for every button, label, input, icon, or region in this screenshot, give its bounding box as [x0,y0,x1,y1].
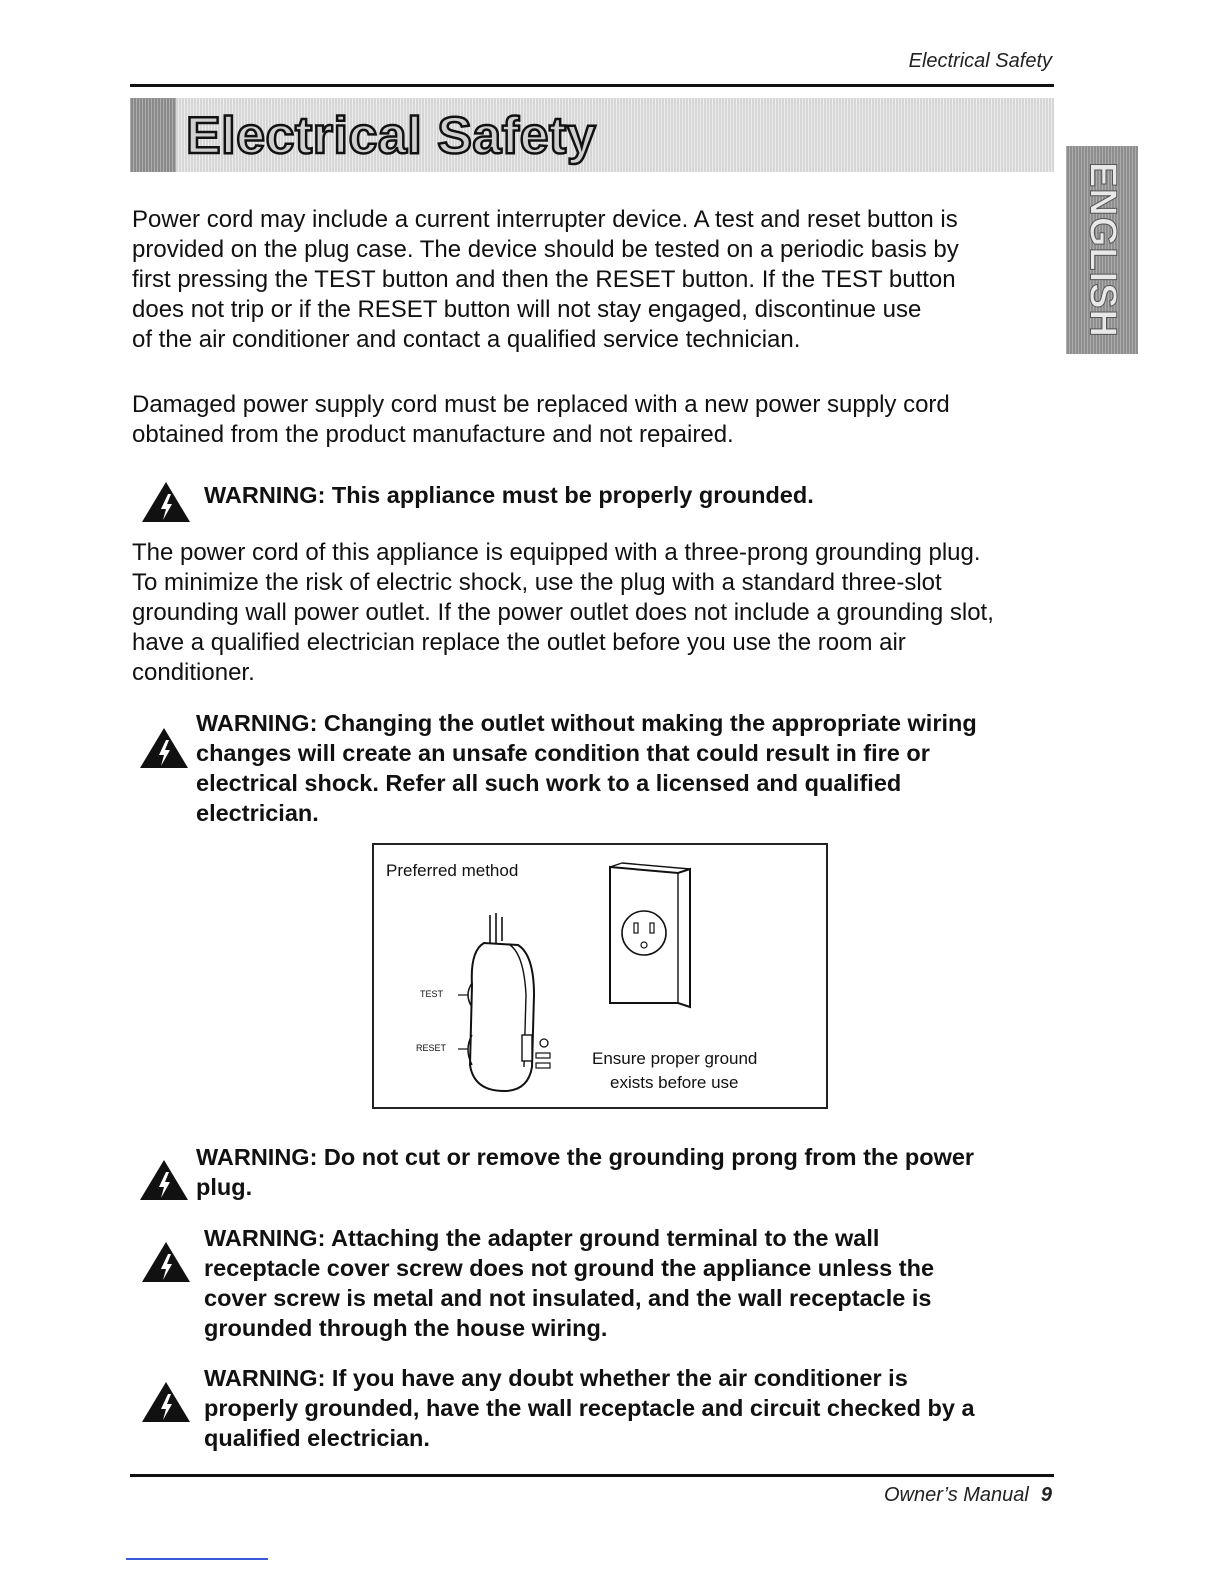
warning-line: WARNING: Changing the outlet without making the appropriate wiring [196,710,977,736]
footer-rule [130,1474,1054,1477]
warning-shock-icon [140,1240,192,1284]
warning-grounded [204,480,1064,510]
text-line: The power cord of this appliance is equipped with a three-prong grounding plug. [132,539,981,566]
figure-caption-bottom-1: Ensure proper ground [592,1049,758,1068]
figure-caption-bottom-2: exists before use [610,1073,739,1092]
warning-line: cover screw is metal and not insulated, and the wall receptacle is [204,1285,932,1311]
text-line: obtained from the product manufacture and not repaired. [132,421,734,448]
warning-line: electrical shock. Refer all such work to a licensed and qualified [196,770,902,796]
footer-link-underline [126,1558,268,1560]
text-line: first pressing the TEST button and then the RESET button. If the TEST button [132,266,956,293]
test-button-label: TEST [420,989,444,999]
text-line: conditioner. [132,659,255,686]
language-tab [1066,146,1138,354]
text-line: does not trip or if the RESET button will not stay engaged, discontinue use [132,296,922,323]
warning-line: WARNING: Attaching the adapter ground terminal to the wall [204,1225,880,1251]
paragraph-damaged-cord [132,390,1040,450]
warning-line: changes will create an unsafe condition that could result in fire or [196,740,930,766]
warning-outlet-change [196,708,1056,828]
text-line: provided on the plug case. The device should be tested on a periodic basis by [132,236,959,263]
text-line: To minimize the risk of electric shock, use the plug with a standard three-slot [132,569,942,596]
page-number: 9 [1040,1484,1052,1506]
paragraph-three-prong [132,538,1040,688]
language-tab-label: ENGLISH [1081,162,1124,338]
warning-line: qualified electrician. [204,1425,430,1451]
warning-shock-icon [140,480,192,524]
reset-button-label: RESET [416,1043,447,1053]
warning-line: WARNING: Do not cut or remove the grounding prong from the power [196,1144,975,1170]
warning-shock-icon [138,726,190,770]
warning-shock-icon [138,1158,190,1202]
page-title: Electrical Safety [186,107,597,165]
text-line: Damaged power supply cord must be replaced with a new power supply cord [132,391,950,418]
warning-grounding-prong [196,1142,1056,1202]
warning-adapter-terminal [204,1223,1064,1343]
running-header: Electrical Safety [908,50,1052,72]
warning-line: receptacle cover screw does not ground the appliance unless the [204,1255,935,1281]
warning-line: grounded through the house wiring. [204,1315,608,1341]
figure-preferred-method [372,843,828,1109]
warning-line: electrician. [196,800,319,826]
text-line: grounding wall power outlet. If the power outlet does not include a grounding slot, [132,599,994,626]
figure-caption-top: Preferred method [386,861,519,880]
warning-shock-icon [140,1380,192,1424]
warning-line: WARNING: This appliance must be properly grounded. [204,482,814,508]
text-line: Power cord may include a current interrupter device. A test and reset button is [132,206,958,233]
warning-line: properly grounded, have the wall receptacle and circuit checked by a [204,1395,975,1421]
plug-illustration [414,895,574,1105]
paragraph-interrupter [132,205,1040,355]
header-rule [130,84,1054,87]
wall-outlet-illustration [606,861,692,1011]
warning-line: plug. [196,1174,253,1200]
title-band-accent [130,98,176,172]
text-line: have a qualified electrician replace the outlet before you use the room air [132,629,906,656]
footer-manual-label: Owner’s Manual [883,1484,1029,1506]
page-footer [884,1484,1052,1507]
warning-doubt-grounded [204,1363,1064,1453]
text-line: of the air conditioner and contact a qualified service technician. [132,326,801,353]
warning-line: WARNING: If you have any doubt whether the air conditioner is [204,1365,908,1391]
